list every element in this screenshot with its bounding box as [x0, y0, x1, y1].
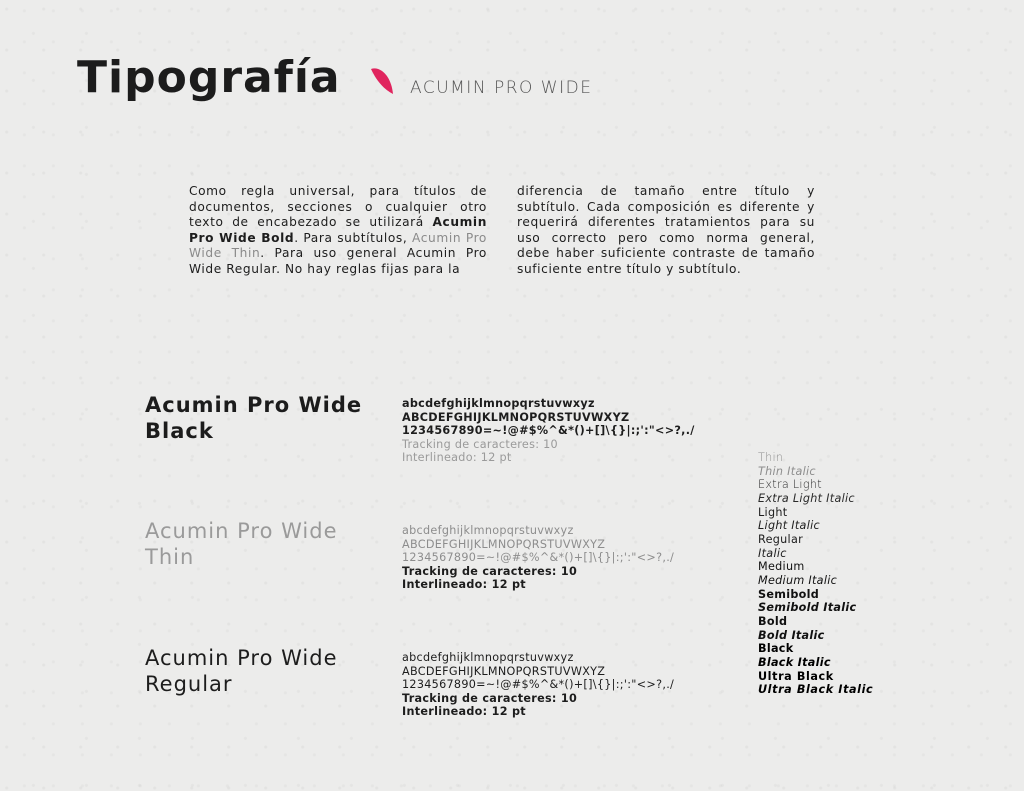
specimen-thin	[402, 524, 674, 592]
specimen-leading: Interlineado: 12 pt	[402, 705, 526, 719]
specimen-lowercase: abcdefghijklmnopqrstuvwxyz	[402, 651, 574, 664]
specimen-uppercase: ABCDEFGHIJKLMNOPQRSTUVWXYZ	[402, 537, 606, 551]
weight-medium-italic: Medium Italic	[758, 573, 838, 587]
accent-shape-icon	[369, 66, 395, 96]
specimen-regular	[402, 651, 674, 719]
weight-semibold: Semibold	[758, 587, 820, 601]
specimen-uppercase: ABCDEFGHIJKLMNOPQRSTUVWXYZ	[402, 664, 606, 678]
weight-black-italic: Black Italic	[758, 655, 831, 669]
weight-bold: Bold	[758, 614, 788, 628]
intro-left-text-3: . Para uso general Acumin Pro Wide Regular. No hay reglas fijas para la	[189, 246, 487, 276]
specimen-lowercase: abcdefghijklmnopqrstuvwxyz	[402, 524, 574, 537]
intro-left-bold: Acumin Pro Wide Bold	[189, 215, 487, 245]
weight-bold-italic: Bold Italic	[758, 628, 825, 642]
specimen-leading: Interlineado: 12 pt	[402, 451, 512, 465]
specimen-symbols: 1234567890=~!@#$%^&*()+[]\{}|:;':"<>?,./	[402, 678, 675, 692]
intro-paragraph-left	[189, 184, 487, 278]
font-name-regular: Acumin Pro Wide Regular	[145, 646, 338, 696]
weight-extra-light: Extra Light	[758, 478, 822, 492]
page-subtitle: ACUMIN PRO WIDE	[410, 78, 593, 98]
intro-left-text-1: Como regla universal, para títulos de documentos, secciones o cualquier otro texto de encabezado se utilizará	[189, 184, 487, 230]
intro-left-text-2: . Para subtítulos,	[294, 230, 413, 245]
specimen-symbols: 1234567890=~!@#$%^&*()+[]\{}|:;':"<>?,./	[402, 424, 695, 438]
weight-ultra-black: Ultra Black	[758, 669, 834, 683]
weight-ultra-black-italic: Ultra Black Italic	[758, 683, 874, 697]
intro-paragraph-right: diferencia de tamaño entre título y subtítulo. Cada composición es diferente y requerirá diferentes tratamientos para su uso correcto pero como norma general, debe haber suficiente contraste de tamaño suficiente entre título y subtítulo.	[517, 184, 815, 276]
font-name-black: Acumin Pro Wide Black	[145, 393, 363, 443]
font-name-thin: Acumin Pro Wide Thin	[145, 519, 338, 569]
weight-light-italic: Light Italic	[758, 519, 820, 533]
specimen-lowercase: abcdefghijklmnopqrstuvwxyz	[402, 397, 595, 410]
weight-thin: Thin	[758, 451, 784, 464]
weight-black: Black	[758, 642, 794, 656]
intro-left-thin: Acumin Pro Wide Thin	[189, 230, 487, 261]
weight-regular: Regular	[758, 532, 804, 546]
weight-light: Light	[758, 505, 788, 519]
specimen-symbols: 1234567890=~!@#$%^&*()+[]\{}|:;':"<>?,./	[402, 551, 675, 565]
specimen-tracking: Tracking de caracteres: 10	[402, 437, 558, 451]
specimen-black	[402, 397, 695, 465]
weight-list	[758, 451, 873, 697]
weight-semibold-italic: Semibold Italic	[758, 601, 857, 615]
weight-medium: Medium	[758, 560, 805, 574]
page-title: Tipografía	[77, 52, 341, 103]
weight-extra-light-italic: Extra Light Italic	[758, 491, 855, 505]
specimen-tracking: Tracking de caracteres: 10	[402, 691, 578, 705]
weight-italic: Italic	[758, 546, 787, 560]
weight-thin-italic: Thin Italic	[758, 464, 816, 478]
specimen-uppercase: ABCDEFGHIJKLMNOPQRSTUVWXYZ	[402, 410, 630, 424]
specimen-leading: Interlineado: 12 pt	[402, 578, 526, 592]
specimen-tracking: Tracking de caracteres: 10	[402, 564, 578, 578]
